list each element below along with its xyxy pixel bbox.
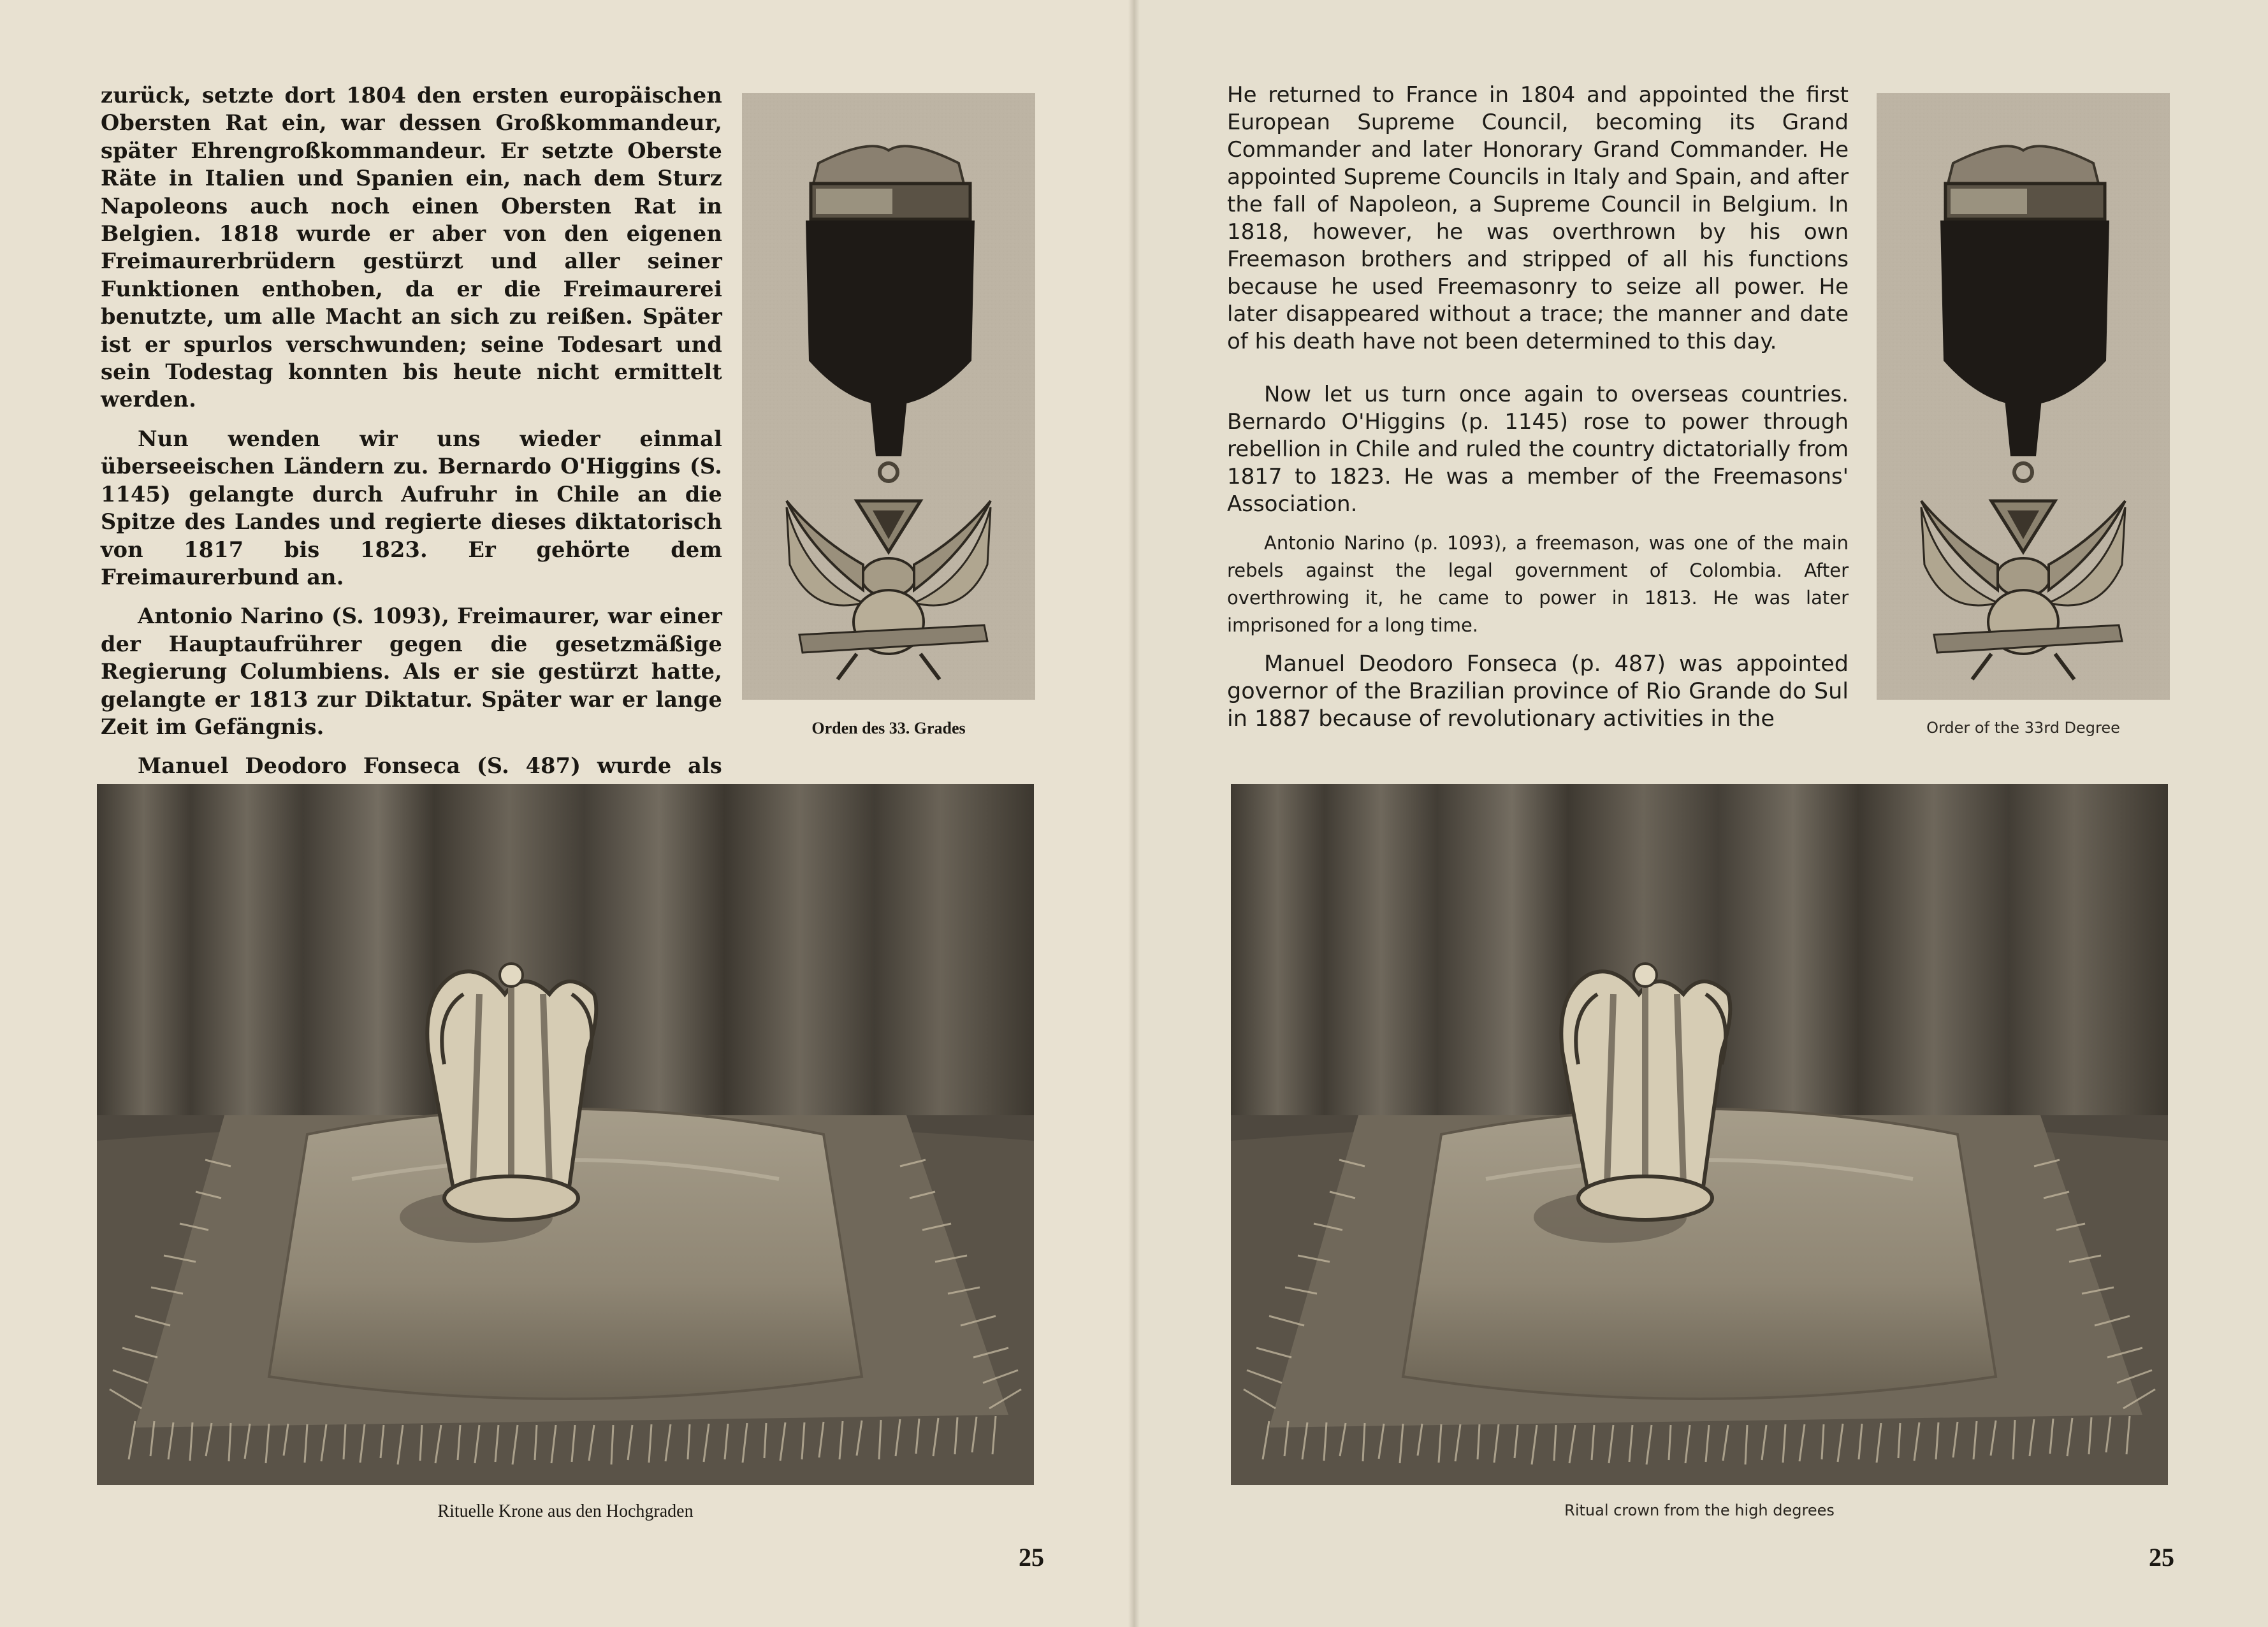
english-paragraph-4-text: Manuel Deodoro Fonseca (p. 487) was appointed governor of the Brazilian province of Rio Grande do Sul in 1887 because of revolutionary activities in the	[1227, 651, 1849, 732]
english-paragraph-2	[1227, 381, 1849, 518]
crown-photograph	[97, 784, 1034, 1485]
english-page	[1134, 0, 2268, 1627]
english-paragraph-3-text: Antonio Narino (p. 1093), a freemason, was one of the main rebels against the legal government of Colombia. After overthrowing it, he came to power in 1813. He was later imprisoned for a long time.	[1227, 532, 1849, 636]
german-paragraph-2	[101, 425, 722, 591]
german-paragraph-1: zurück, setzte dort 1804 den ersten europäischen Obersten Rat ein, war dessen Großkommandeur, später Ehrengroßkommandeur. Er setzte Oberste Räte in Italien und Spanien ein, nach dem Sturz Napoleons auch noch einen Obersten Rat in Belgien. 1818 wurde er aber von den eigenen Freimaurerbrüdern gestürzt und aller seiner Funktionen enthoben, da er die Freimaurerei benutzte, um alle Macht an sich zu reißen. Später ist er spurlos verschwunden; seine Todesart und sein Todestag konnten bis heute nicht ermittelt werden.	[101, 83, 722, 412]
medal-image	[742, 93, 1035, 700]
crown-caption: Rituelle Krone aus den Hochgraden	[437, 1501, 694, 1521]
page-fold	[1128, 0, 1140, 1627]
german-text-column	[101, 82, 722, 874]
english-paragraph-4	[1227, 651, 1849, 733]
english-paragraph-1: He returned to France in 1804 and appointed the first European Supreme Council, becoming its Grand Commander and later Honorary Grand Commander. He appointed Supreme Councils in Italy and Spain, and after the fall of Napoleon, a Supreme Council in Belgium. In 1818, however, he was overthrown by his own Freemason brothers and stripped of all his functions because he used Freemasonry to seize all power. He later disappeared without a trace; the manner and date of his death have not been determined to this day.	[1227, 82, 1849, 354]
german-paragraph-4-text: Manuel Deodoro Fonseca (S. 487) wurde als	[138, 753, 722, 779]
medal-image	[1877, 93, 2170, 700]
medal-caption: Order of the 33rd Degree	[1926, 719, 2120, 737]
page-number: 25	[2149, 1543, 2174, 1572]
german-paragraph-3	[101, 602, 722, 741]
english-paragraph-2-text: Now let us turn once again to overseas countries. Bernardo O'Higgins (p. 1145) rose to power through rebellion in Chile and ruled the country dictatorially from 1817 to 1823. He was a member of the Freemasons' Association.	[1227, 382, 1849, 517]
crown-image	[1231, 784, 2168, 1485]
medal-caption: Orden des 33. Grades	[811, 719, 966, 737]
medal-photograph	[742, 93, 1035, 700]
german-paragraph-2-text: Nun wenden wir uns wieder einmal überseeischen Ländern zu. Bernardo O'Higgins (S. 1145) gelangte durch Aufruhr in Chile an die Spitze des Landes und regierte dieses diktatorisch von 1817 bis 1823. Er gehörte dem Freimaurerbund an.	[101, 426, 722, 589]
english-paragraph-3	[1227, 530, 1849, 639]
crown-caption: Ritual crown from the high degrees	[1564, 1501, 1835, 1519]
page-number: 25	[1019, 1543, 1044, 1572]
medal-photograph	[1877, 93, 2170, 700]
german-paragraph-3-text: Antonio Narino (S. 1093), Freimaurer, war einer der Hauptaufrührer gegen die gesetzmäßige Regierung Columbiens. Als er sie gestürzt hatte, gelangte er 1813 zur Diktatur. Später war er lange Zeit im Gefängnis.	[101, 604, 722, 739]
crown-image	[97, 784, 1034, 1485]
crown-photograph	[1231, 784, 2168, 1485]
english-text-column	[1227, 82, 1849, 744]
